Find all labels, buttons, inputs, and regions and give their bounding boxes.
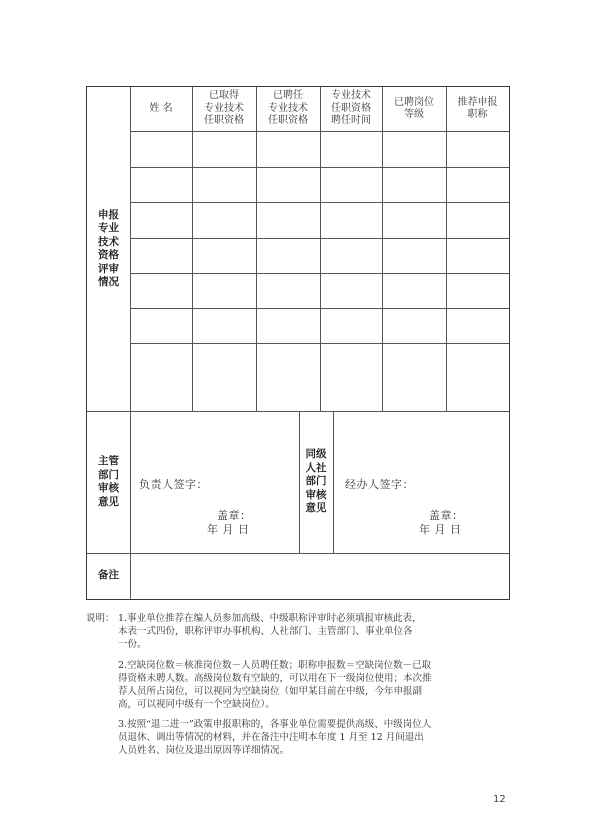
section-label-apply: 申报 专业 技术 资格 评审 情况 (98, 208, 119, 288)
header-recommended-title: 推荐申报 职称 (457, 96, 498, 120)
header-name: 姓 名 (149, 102, 173, 114)
notes-lead: 说明： (86, 613, 115, 624)
page-number: 12 (493, 794, 506, 805)
hr-seal-label: 盖章： (429, 509, 464, 522)
col-line-4 (382, 87, 383, 411)
section-divider-line (87, 411, 509, 412)
note-item-2: 2.空缺岗位数＝核准岗位数－人员聘任数；职称申报数＝空缺岗位数－已取 得资格未聘人数。高级岗位数有空缺的，可以用在下一级岗位使用；本次推 荐人员所占岗位，可以视同为空缺岗位（如甲某目前在中级，今年申报副 高，可以视同中级有一个空缺岗位）。 (118, 660, 432, 710)
col-line-5 (446, 87, 447, 411)
hr-signer-label: 经办人签字： (345, 478, 414, 491)
col-line-3 (320, 87, 321, 411)
hr-section-right-line (333, 411, 334, 553)
header-appointed-qualification: 已聘任 专业技术 任职资格 (268, 90, 308, 127)
label-column-line (130, 87, 131, 599)
section-label-remark: 备注 (98, 569, 119, 582)
hr-date-label: 年 月 日 (419, 523, 462, 536)
note-item-1: 1.事业单位推荐在编人员参加高级、中级职称评审时必须填报审核此表， 本表一式四份，职称评审办事机构、人社部门、主管部门、事业单位各 一份。 (118, 613, 422, 650)
header-appointment-time: 专业技术 任职资格 聘任时间 (331, 90, 371, 127)
header-post-level: 已聘岗位 等级 (394, 96, 434, 120)
section-label-dept: 主管 部门 审核 意见 (98, 455, 119, 508)
dept-signer-label: 负责人签字： (139, 478, 208, 491)
remark-divider-line (87, 553, 509, 554)
dept-seal-label: 盖章： (217, 509, 252, 522)
dept-date-label: 年 月 日 (207, 523, 250, 536)
col-line-1 (192, 87, 193, 411)
header-obtained-qualification: 已取得 专业技术 任职资格 (204, 90, 244, 127)
col-line-2 (256, 87, 257, 411)
recommendation-form-table (86, 86, 510, 600)
section-label-hr: 同级 人社 部门 审核 意见 (305, 448, 327, 515)
note-item-3: 3.按照“退二进一”政策申报职称的，各事业单位需要提供高级、中级岗位人 员退休、调出等情况的材料，并在备注中注明本年度 1 月至 12 月间退出 人员姓名、岗位及退出原因等详细情况。 (118, 719, 432, 756)
